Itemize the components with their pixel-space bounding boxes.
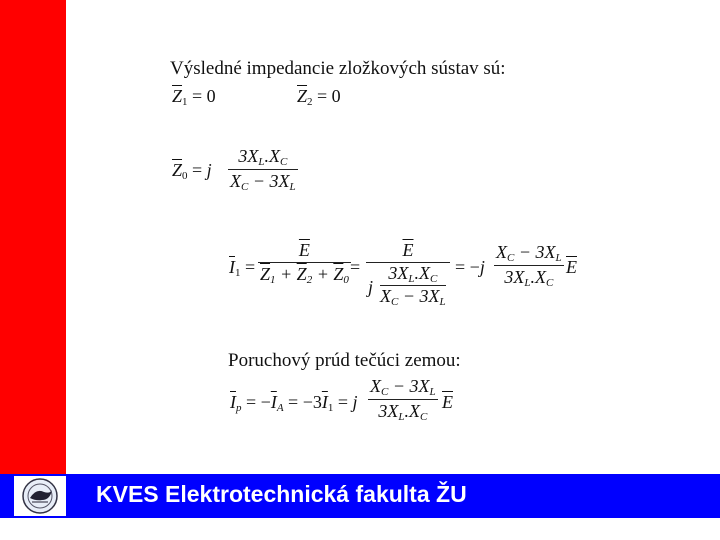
equation-ip-e: $\overline{E}$ [442,392,453,412]
bottom-margin [0,518,720,540]
equation-ip-fraction: $\frac{X_C - 3X_L}{3X_L.X_C}$ [370,376,436,423]
equation-z1: $\overline{Z}_1 = 0$ [172,86,216,108]
equation-i1-lhs: $\overline{I}_1$ = [229,257,256,279]
equation-i1-neg-j: = −j [455,257,485,277]
footer-title: KVES Elektrotechnická fakulta ŽU [96,481,467,507]
equation-i1-fraction-1: $\frac{\overline{E}}{\overline{Z}_1 + \overline{Z}_2 + \overline{Z}_0}$ [260,240,349,286]
equation-i1-e: $\overline{E}$ [566,257,577,277]
equation-z2: $\overline{Z}_2 = 0$ [297,86,341,108]
equation-i1-fraction-2: $\overline{E}$ j $3X_L.X_C$ $X_C - 3X_L$ [366,240,450,316]
heading-fault-current: Poruchový prúd tečúci zemou: [228,350,461,371]
equation-i1-fraction-3: $\frac{X_C - 3X_L}{3X_L.X_C}$ [496,242,562,289]
left-accent-bar [0,0,66,474]
university-seal-icon [14,476,66,516]
equation-ip: $\overline{I}_p = -\overline{I}_A = -3\overline{I}_1 = j$ [230,392,358,414]
equation-z0-fraction: $\frac{3X_L.X_C}{X_C - 3X_L}$ [230,146,296,193]
equation-i1-equals: = [350,257,361,277]
equation-z0-lhs: $\overline{Z}_0 = j$ [172,160,212,182]
heading-impedances: Výsledné impedancie zložkových sústav sú: [170,58,506,79]
